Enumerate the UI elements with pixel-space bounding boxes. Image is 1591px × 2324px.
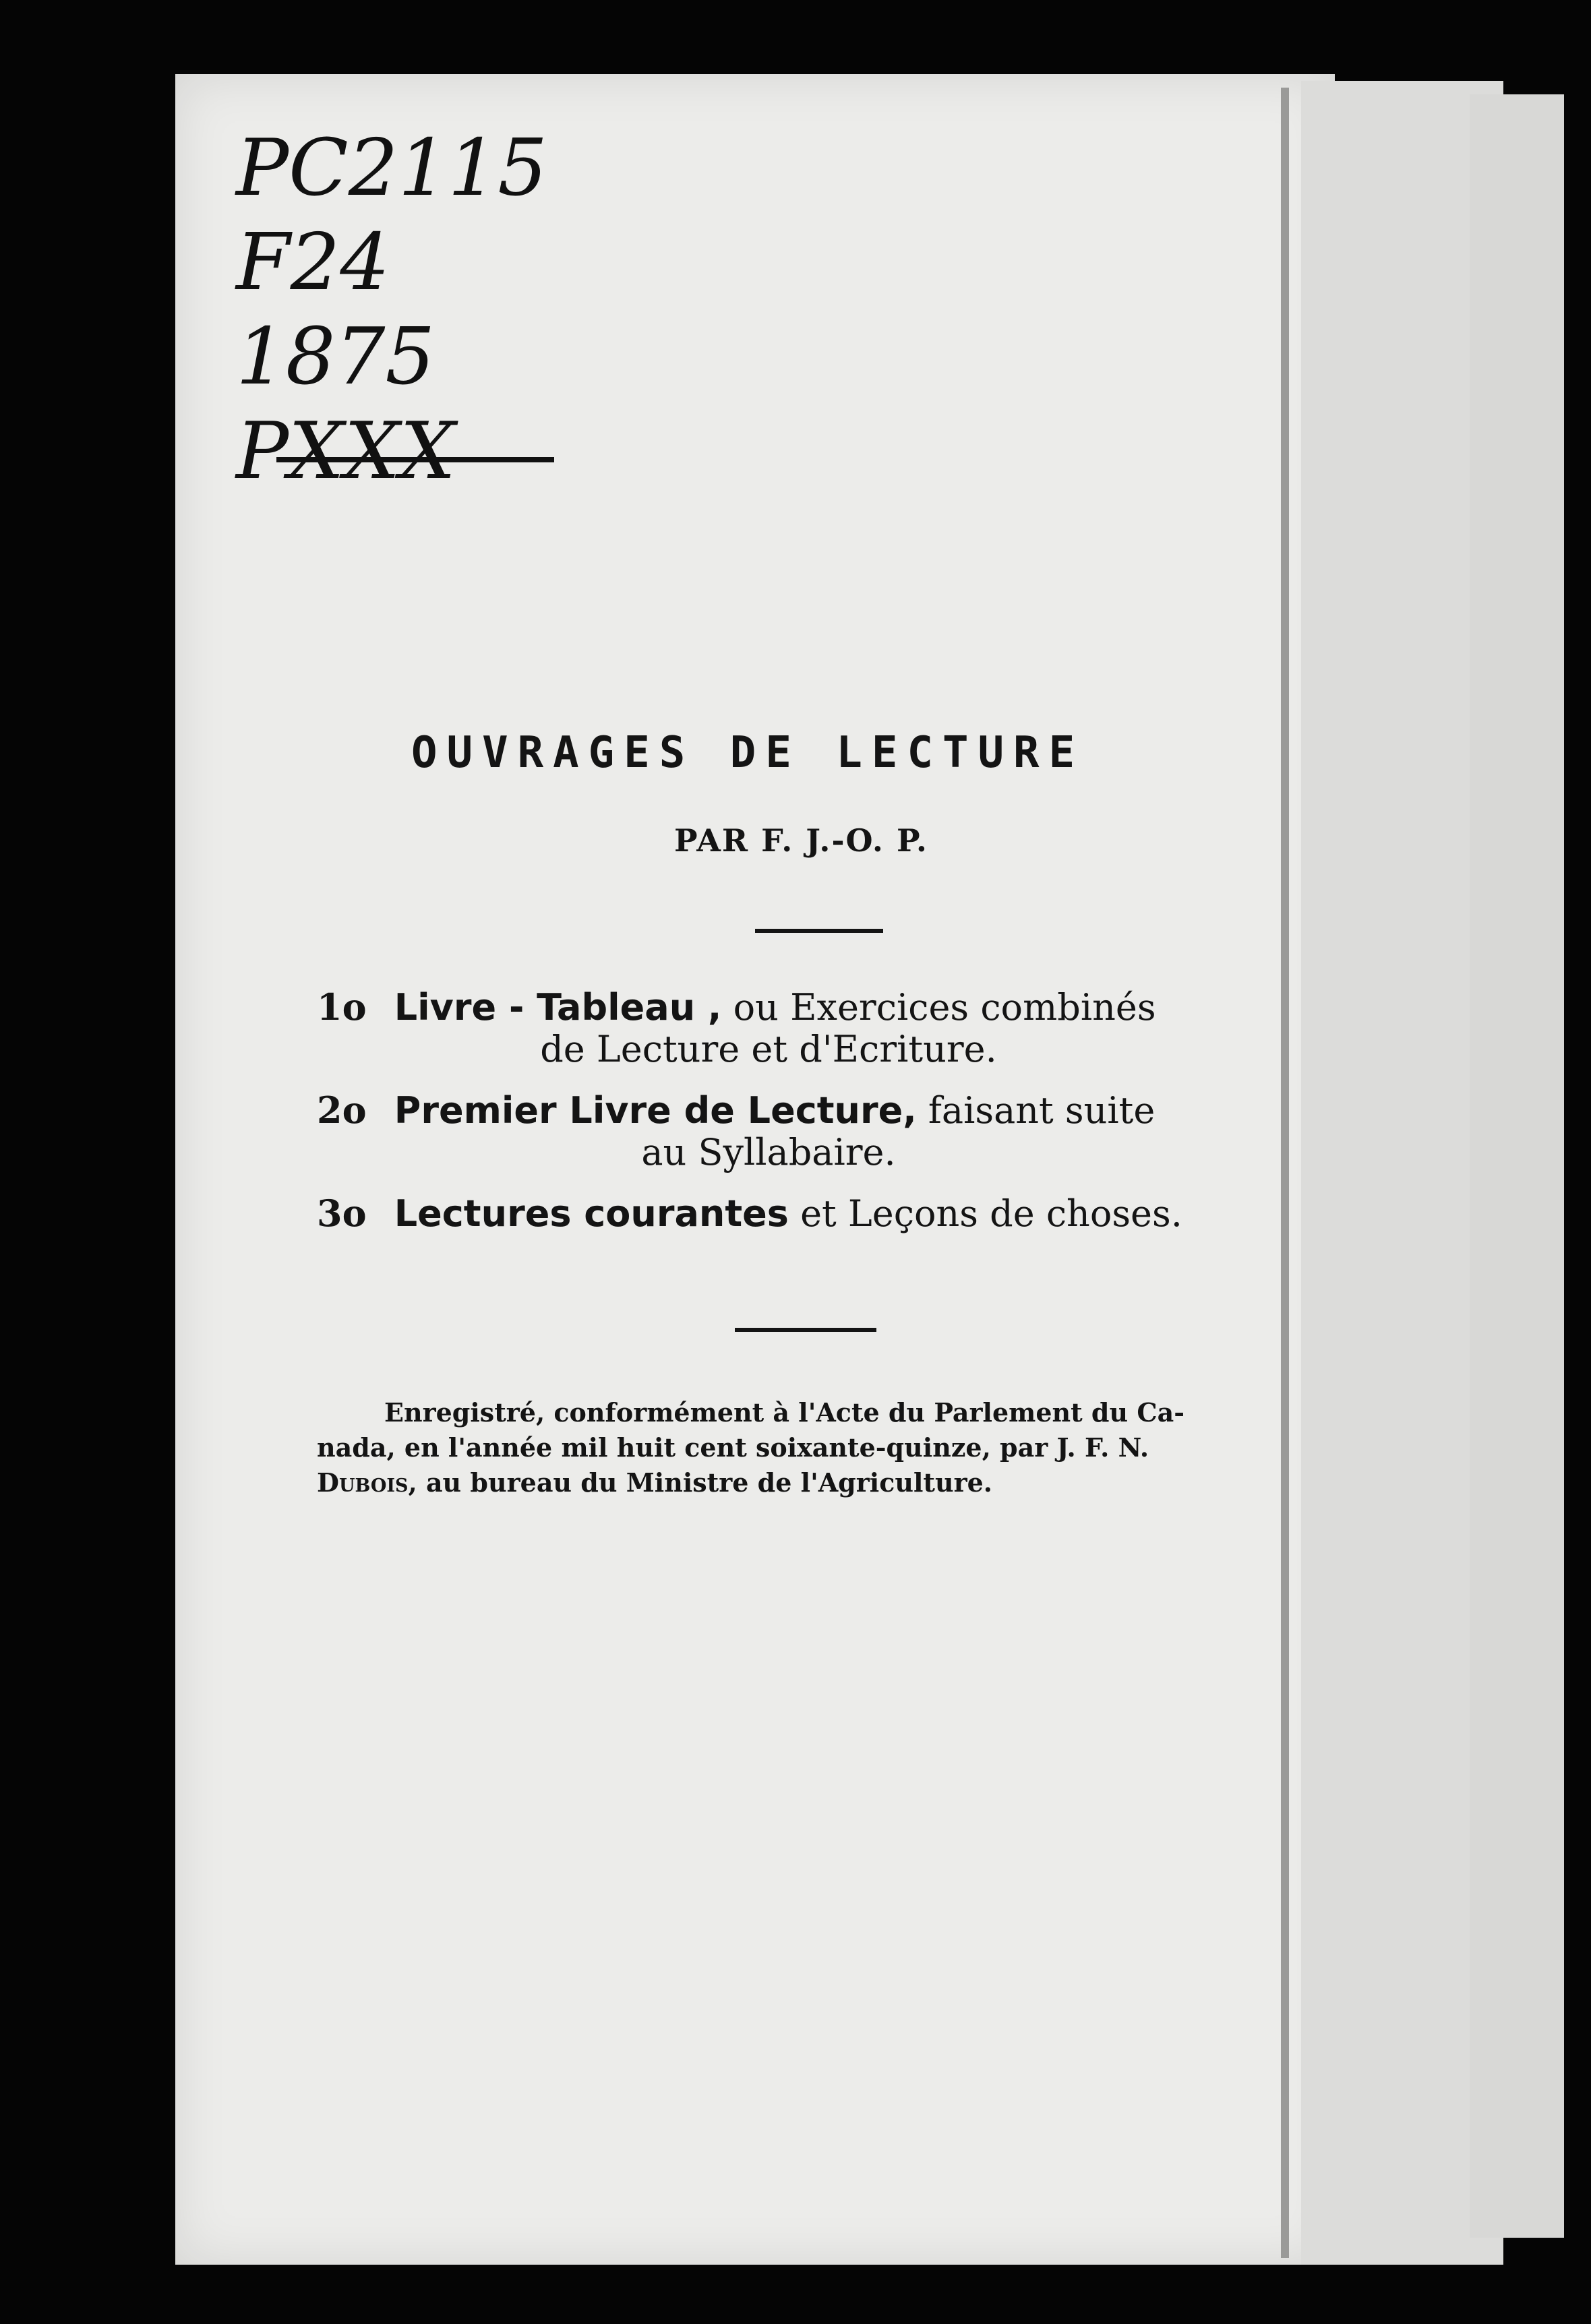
item-title: Lectures courantes <box>394 1192 789 1235</box>
call-number-line: F24 <box>236 217 390 308</box>
item-number: 1o <box>317 985 367 1029</box>
page-title: OUVRAGES DE LECTURE <box>411 728 1085 778</box>
works-list <box>317 984 1301 1256</box>
call-number-line: 1875 <box>236 311 436 402</box>
registration-line: Enregistré, conformément à l'Acte du Parlement du Ca- <box>384 1397 1184 1428</box>
item-description: faisant suite <box>928 1089 1155 1132</box>
registration-line: nada, en l'année mil huit cent soixante-quinze, par J. F. N. <box>317 1432 1149 1463</box>
call-number-line: PC2115 <box>236 123 548 214</box>
registration-line: au bureau du Ministre de l'Agriculture. <box>425 1467 993 1498</box>
item-description: ou Exercices combinés <box>733 986 1156 1029</box>
divider-rule <box>755 929 883 933</box>
divider-rule <box>735 1328 876 1332</box>
item-description: et Leçons de choses. <box>800 1192 1182 1235</box>
byline: PAR F. J.-O. P. <box>674 822 928 859</box>
list-item <box>317 1190 1301 1237</box>
facing-page-edge <box>1470 94 1564 2238</box>
item-title: Premier Livre de Lecture, <box>394 1089 917 1132</box>
handwritten-call-number <box>236 121 547 499</box>
registrant-name: Dubois, <box>317 1467 417 1498</box>
call-number-line-struck: PXXX <box>236 404 547 499</box>
item-description-continued: de Lecture et d'Ecriture. <box>540 1028 997 1070</box>
item-title: Livre - Tableau , <box>394 986 722 1029</box>
list-item <box>317 1087 1301 1171</box>
item-description-continued: au Syllabaire. <box>641 1131 896 1173</box>
list-item <box>317 984 1301 1068</box>
registration-notice <box>317 1395 1288 1500</box>
item-number: 3o <box>317 1192 367 1235</box>
item-number: 2o <box>317 1089 367 1132</box>
